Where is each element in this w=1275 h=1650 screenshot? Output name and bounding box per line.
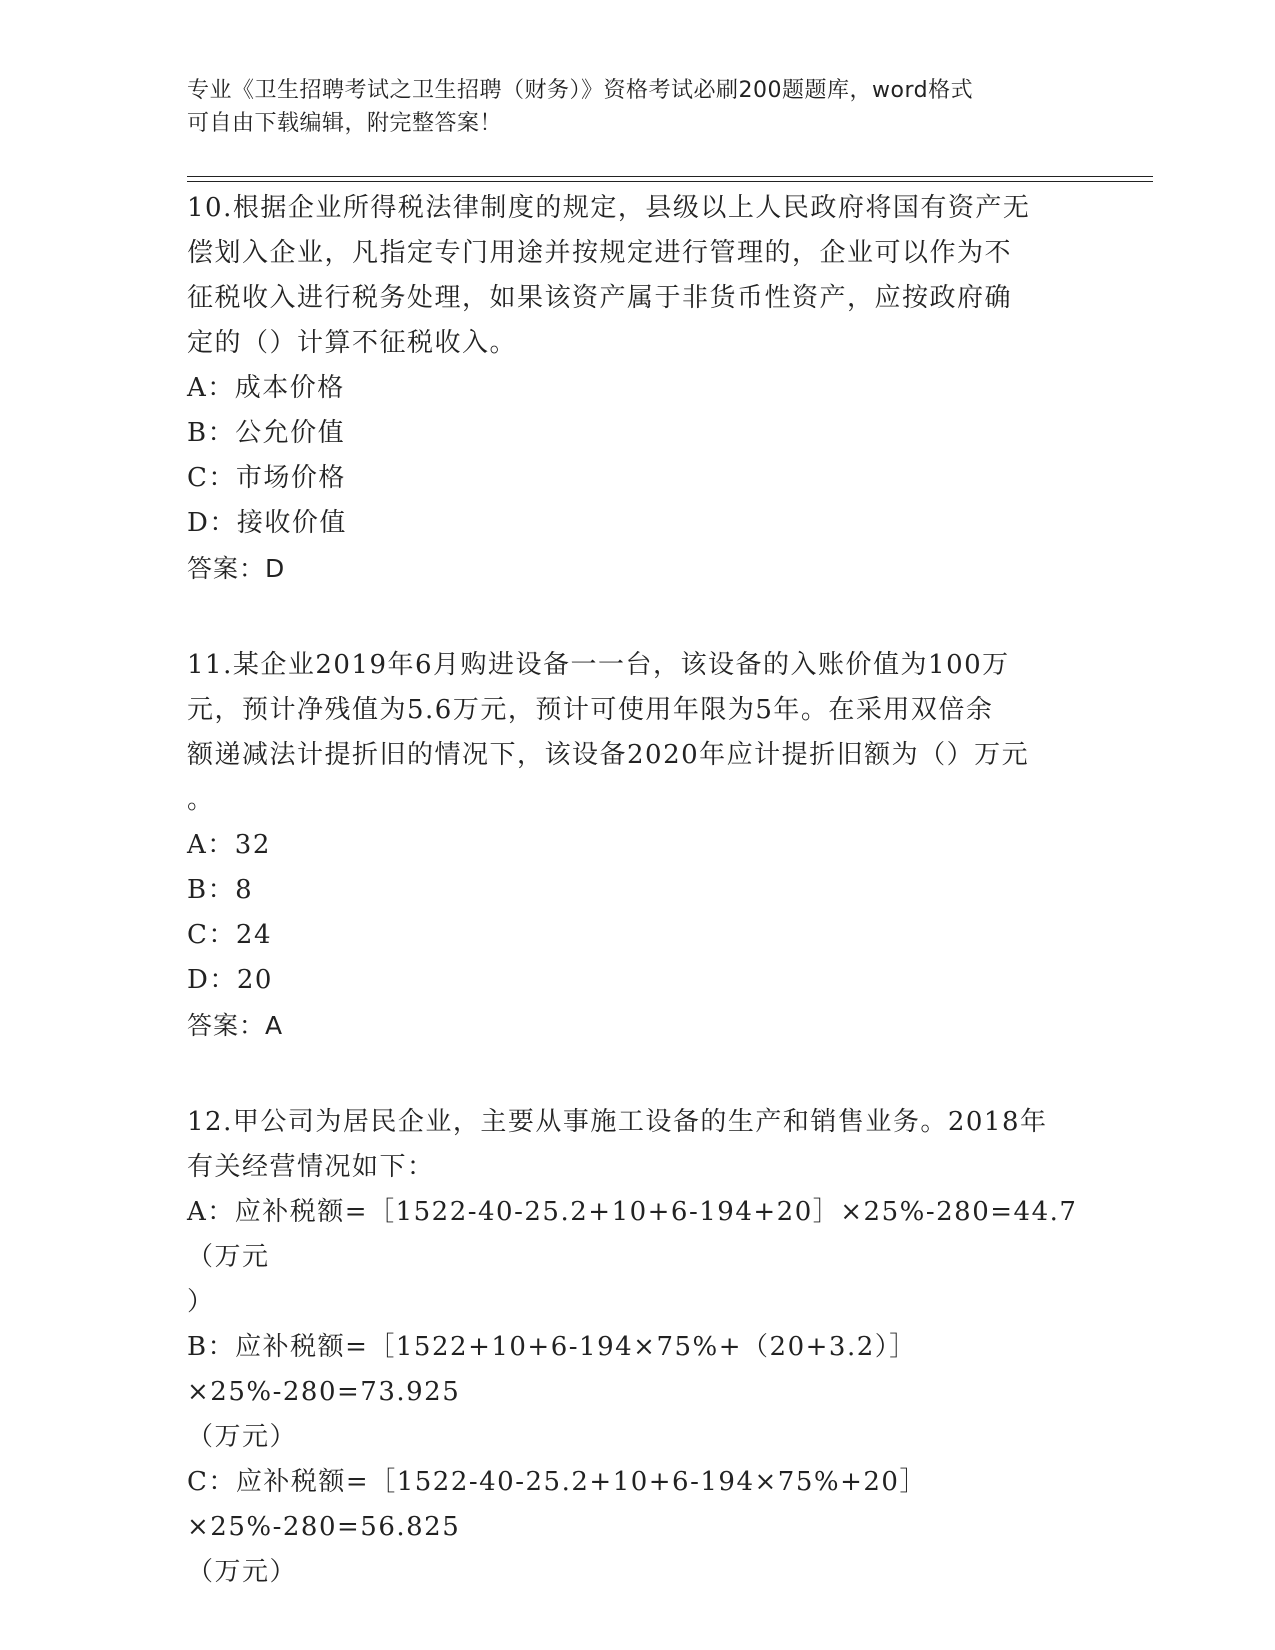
question-stem-line: 定的（）计算不征税收入。 [187,328,518,358]
option-text: 成本价格 [234,373,345,403]
option-label: B： [187,875,236,905]
question-10 [187,186,1087,591]
option-label: D： [187,508,237,538]
option-text: 接收价值 [236,508,347,538]
option-label: A： [187,373,235,403]
option-label: A： [187,830,235,860]
option-d [187,501,1087,546]
question-stem-line: 元，预计净残值为5.6万元，预计可使用年限为5年。在采用双倍余 [187,695,994,725]
option-text: 8 [235,875,254,905]
option-text: 20 [236,965,273,995]
question-stem-line: 偿划入企业，凡指定专门用途并按规定进行管理的，企业可以作为不 [187,238,1013,268]
question-list [187,186,1087,1647]
question-stem-line: 12.甲公司为居民企业，主要从事施工设备的生产和销售业务。2018年 [187,1107,1048,1137]
option-a [187,823,1087,868]
option-c [187,913,1087,958]
option-label: C： [187,1467,236,1497]
option-text: 市场价格 [235,463,346,493]
option-b-continuation: （万元） [187,1422,298,1452]
option-label: C： [187,920,236,950]
question-stem-line: 。 [187,785,215,815]
answer-line: 答案：D [187,554,286,583]
header-line-1: 专业《卫生招聘考试之卫生招聘（财务）》资格考试必刷200题题库，word格式 [187,78,974,103]
question-stem-line: 11.某企业2019年6月购进设备一一台，该设备的入账价值为100万 [187,650,1010,680]
option-text: 应补税额=［1522-40-25.2+10+6-194+20］×25%-280=44.7（万元 [187,1197,1078,1272]
header-line-2: 可自由下载编辑，附完整答案！ [187,111,503,136]
option-label: C： [187,463,236,493]
document-header [187,74,1067,140]
option-b [187,868,1087,913]
option-c [187,456,1087,501]
header-rule-top [187,176,1153,177]
answer-line: 答案：A [187,1011,284,1040]
option-b [187,411,1087,456]
option-text: 24 [235,920,272,950]
option-a [187,1190,1087,1280]
option-text: 公允价值 [235,418,346,448]
option-label: B： [187,418,236,448]
option-a [187,366,1087,411]
option-text: 应补税额=［1522-40-25.2+10+6-194×75%+20］×25%-280=56.825 [187,1467,927,1542]
question-stem-line: 额递减法计提折旧的情况下，该设备2020年应计提折旧额为（）万元 [187,740,1030,770]
option-b [187,1325,1087,1415]
option-label: A： [187,1197,235,1227]
header-rule-bottom [187,181,1153,182]
option-c [187,1460,1087,1550]
option-d [187,958,1087,1003]
question-stem-line: 有关经营情况如下： [187,1152,435,1182]
question-12 [187,1100,1087,1595]
option-text: 应补税额=［1522+10+6-194×75%+（20+3.2）］×25%-280=73.925 [187,1332,917,1407]
option-a-continuation: ） [187,1287,215,1317]
option-text: 32 [234,830,271,860]
option-label: B： [187,1332,236,1362]
question-11 [187,643,1087,1048]
option-label: D： [187,965,237,995]
option-c-continuation: （万元） [187,1557,298,1587]
question-stem-line: 10.根据企业所得税法律制度的规定，县级以上人民政府将国有资产无 [187,193,1031,223]
question-stem-line: 征税收入进行税务处理，如果该资产属于非货币性资产，应按政府确 [187,283,1013,313]
